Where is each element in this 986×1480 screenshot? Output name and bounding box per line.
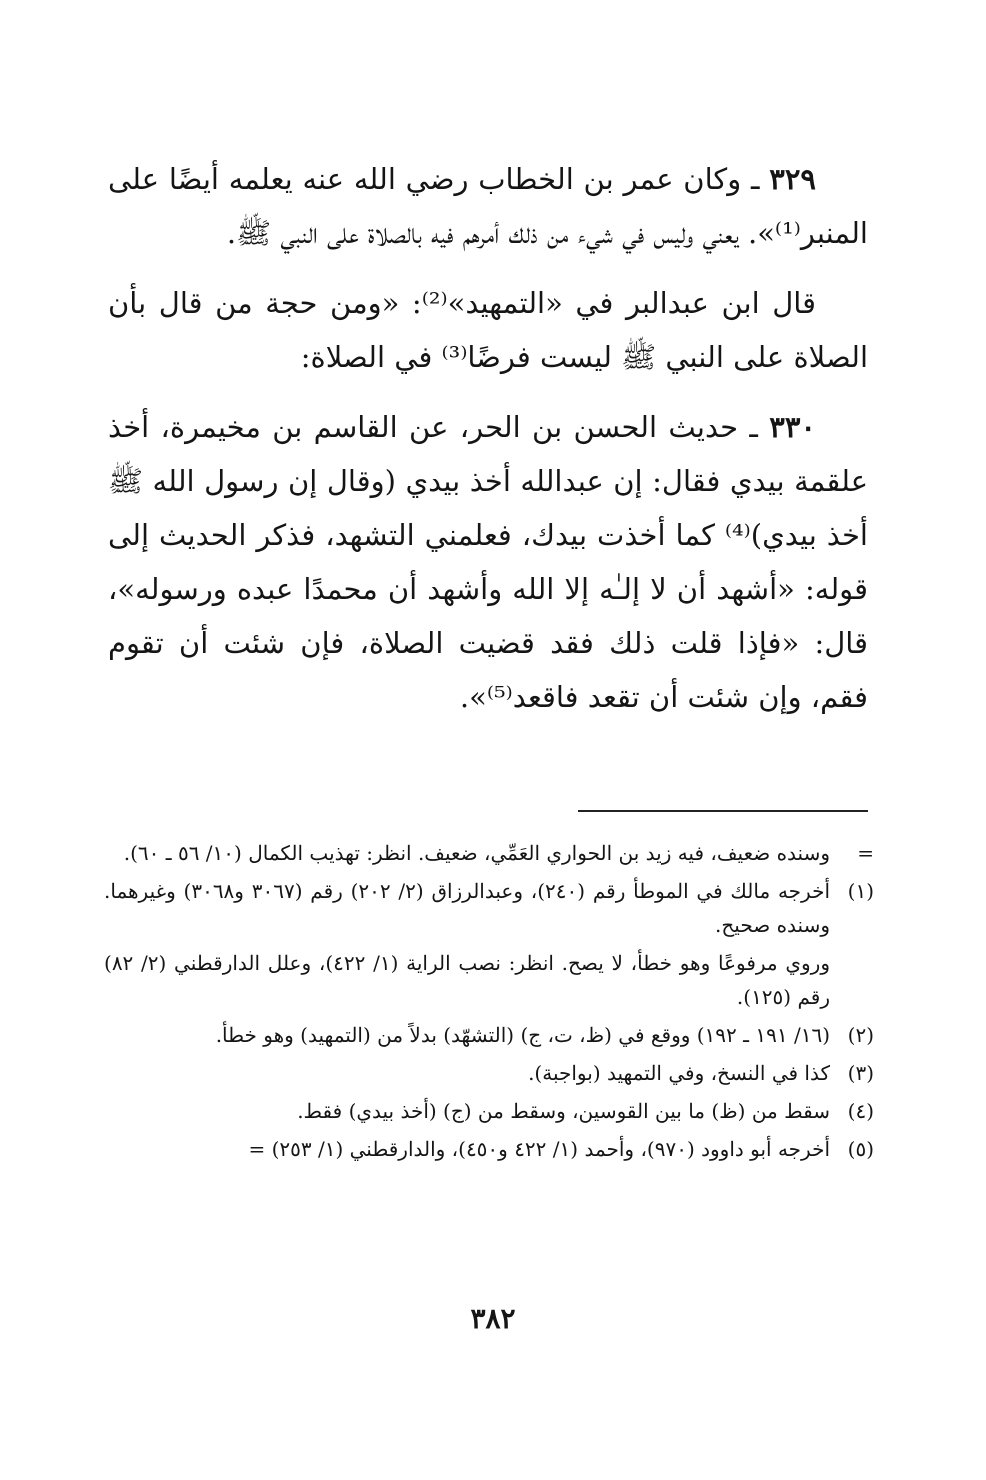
footnote-5-text: أخرجه أبو داوود (٩٧٠)، وأحمد (١/ ٤٢٢ و٤٥٠)، والدارقطني (١/ ٢٥٣) = (248, 1137, 830, 1161)
footnote-5 (104, 1132, 874, 1166)
footnote-2-marker: (٢) (847, 1023, 874, 1047)
paragraph-330-text: ـ حديث الحسن بن الحر، عن القاسم بن مخيمرة، أخذ علقمة بيدي فقال: إن عبدالله أخذ بيدي (وقال إن رسول الله ﷺ أخذ بيدي)⁽⁴⁾ كما أخذت بيدك، فعلمني التشهد، فذكر الحديث إلى قوله: «أشهد أن لا إلـٰه إلا الله وأشهد أن محمدًا عبده ورسوله»، قال: «فإذا قلت ذلك فقد قضيت الصلاة، فإن شئت أن تقوم فقم، وإن شئت أن تقعد فاقعد⁽⁵⁾». (108, 410, 868, 714)
footnote-1-text: أخرجه مالك في الموطأ رقم (٢٤٠)، وعبدالرزاق (٢/ ٢٠٢) رقم (٣٠٦٧ و٣٠٦٨) وغيرهما. وسنده صحيح. (104, 879, 830, 937)
footnote-1-continued (104, 946, 874, 1014)
footnote-5-marker: (٥) (847, 1137, 874, 1161)
footnote-4-marker: (٤) (847, 1099, 874, 1123)
page-number: ٣٨٢ (470, 1302, 516, 1335)
footnote-3-text: كذا في النسخ، وفي التمهيد (بواجبة). (528, 1061, 830, 1085)
footnote-continuation-text: وسنده ضعيف، فيه زيد بن الحواري العَمِّي، ضعيف. انظر: تهذيب الكمال (١٠/ ٥٦ ـ ٦٠). (123, 841, 830, 865)
hadith-number-330: ٣٣٠ (769, 410, 816, 444)
footnote-1 (104, 874, 874, 942)
paragraph-quote (108, 276, 868, 384)
footnote-3-marker: (٣) (847, 1061, 874, 1085)
paragraph-329-text: ـ وكان عمر بن الخطاب رضي الله عنه يعلمه أيضًا على المنبر⁽¹⁾». يعني وليس في شيء من ذلك أمرهم فيه بالصلاة على النبي ﷺ. (108, 162, 868, 250)
footnote-2 (104, 1018, 874, 1052)
footnote-continuation-marker: = (857, 841, 874, 865)
paragraph-quote-text: قال ابن عبدالبر في «التمهيد»⁽²⁾: «ومن حجة من قال بأن الصلاة على النبي ﷺ ليست فرضًا⁽³⁾ في الصلاة: (108, 286, 868, 374)
footnote-4-text: سقط من (ظ) ما بين القوسين، وسقط من (ج) (أخذ بيدي) فقط. (297, 1099, 830, 1123)
footnote-2-text: (١٦/ ١٩١ ـ ١٩٢) ووقع في (ظ، ت، ج) (التشهّد) بدلاً من (التمهيد) وهو خطأ. (215, 1023, 830, 1047)
main-text (108, 152, 868, 740)
footnote-1b-text: وروي مرفوعًا وهو خطأ، لا يصح. انظر: نصب الراية (١/ ٤٢٢)، وعلل الدارقطني (٢/ ٨٢) رقم (١٢٥). (104, 951, 830, 1009)
footnote-continuation (104, 836, 874, 870)
paragraph-330 (108, 400, 868, 724)
footnote-separator (578, 810, 868, 812)
footnote-3 (104, 1056, 874, 1090)
footnotes (104, 836, 874, 1170)
paragraph-329 (108, 152, 868, 260)
footnote-1-marker: (١) (847, 879, 874, 903)
hadith-number-329: ٣٢٩ (769, 162, 816, 196)
footnote-4 (104, 1094, 874, 1128)
